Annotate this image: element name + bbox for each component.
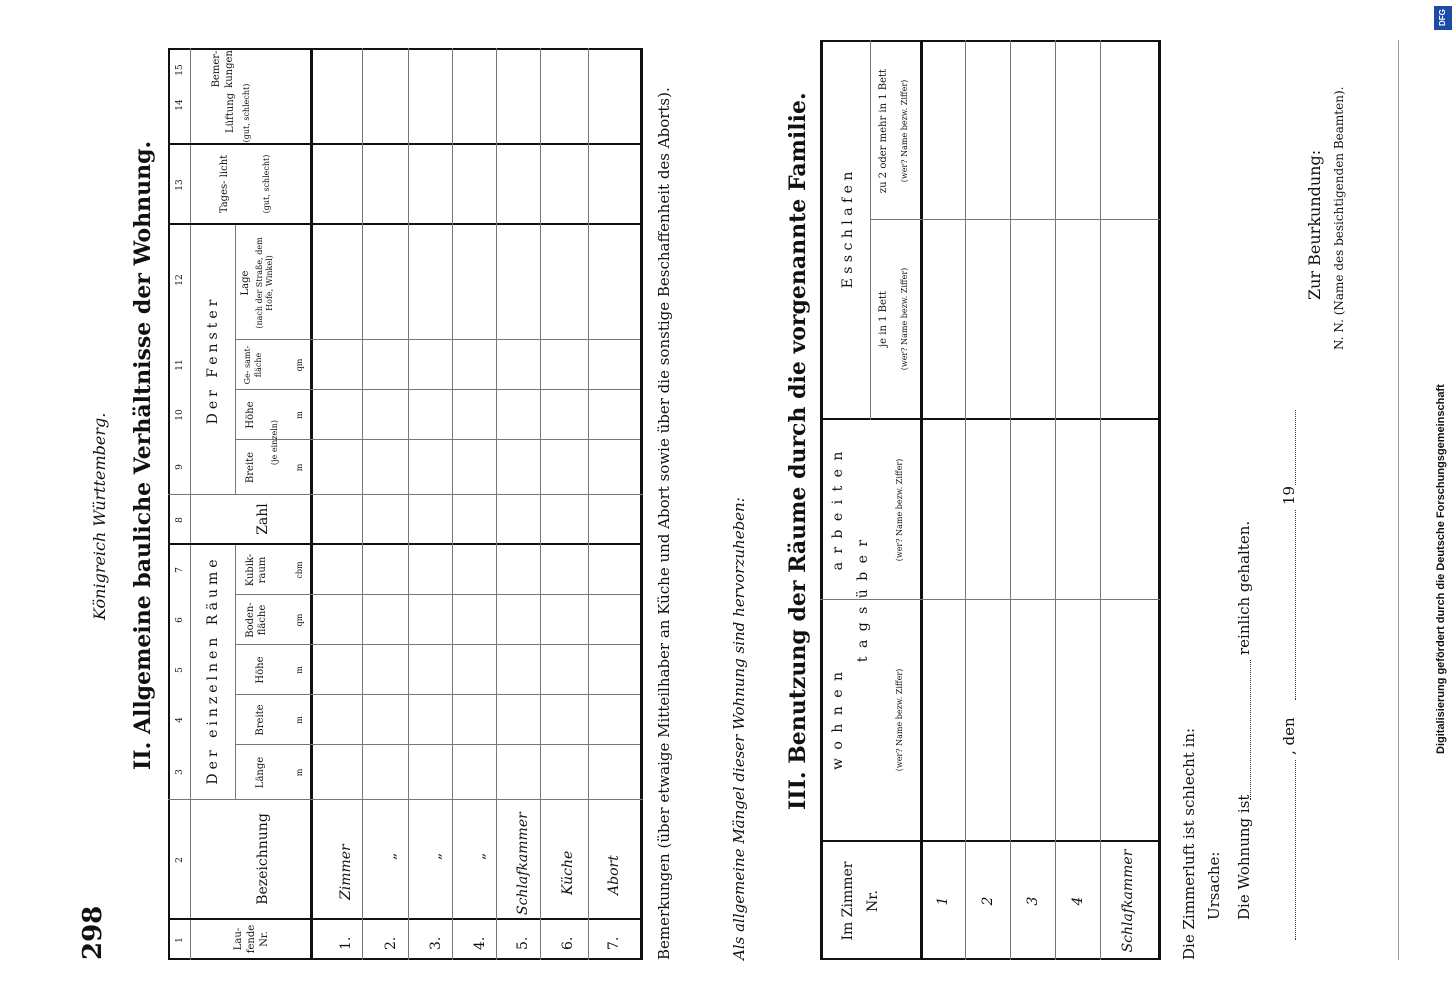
row-nr: 7. [606,936,622,950]
col-number: 11 [175,359,185,371]
header-kubikraum: Kubik- raum [245,553,268,587]
row-nr: 2. [383,936,399,950]
col-number: 7 [175,567,185,573]
header-es-schlafen: E s s c h l a f e n [840,171,856,289]
header-lage-note: (nach der Straße, dem Hofe, Winkel) [255,237,274,329]
row-zimmer: 1 [935,896,951,906]
col-number: 9 [175,464,185,470]
year-19: 19 [1280,485,1298,505]
wohnung-ist: Die Wohnung ist [1235,794,1253,920]
zimmerluft: Die Zimmerluft ist schlecht in: [1180,727,1198,960]
unit-laenge: m [295,768,304,777]
row-name: „ [472,852,488,860]
col-number: 2 [175,857,185,863]
header-bodenflaeche: Boden- fläche [245,602,268,638]
row-nr: 4. [472,936,488,950]
header-nr: Nr. [865,890,881,912]
header-laufende: Lau- fende Nr. [233,924,270,954]
row-nr: 6. [560,936,576,950]
header-im-zimmer: Im Zimmer [840,861,856,941]
unit-hoehe: m [295,666,304,674]
header-wer: (wer? Name bezw. Ziffer) [900,79,909,183]
row-name: Zimmer [338,844,354,900]
header-gesamtflaeche: Ge- samt- fläche [243,345,263,385]
row-nr: 3. [428,936,444,950]
row-nr: 1. [338,936,354,950]
unit-f-breite: m [295,463,304,472]
group-raeume: Der einzelnen Räume [205,555,221,785]
row-name: „ [428,852,444,860]
col-number: 3 [175,769,185,775]
header-lueftung: Lüftung [225,92,236,134]
dfg-text: Digitalisierung gefördert durch die Deutsche Forschungsgemeinschaft [1435,384,1447,754]
dfg-logo: DFG [1434,6,1452,30]
ursache: Ursache: [1205,851,1223,920]
bemerkungen-line: Bemerkungen (über etwaige Mitteilhaber an Küche und Abort sowie über die sonstige Beschaffenheit des Aborts). [655,87,673,960]
unit-f-hoehe: m [295,411,304,419]
row-name: „ [383,852,399,860]
unit-gesamt: qm [295,358,304,372]
row-name: Abort [606,855,622,895]
row-name: Küche [560,850,576,895]
header-hoehe: Höhe [255,656,266,684]
header-bemerkungen: Bemer- kungen [211,50,235,88]
col-number: 14 [175,99,185,111]
unit-breite: m [295,716,304,724]
header-lage: Lage [240,270,251,296]
page-number: 298 [78,905,108,960]
reinlich: reinlich gehalten. [1235,520,1253,655]
header-f-hoehe: Höhe [245,401,256,429]
header-tageslicht: Tages- licht [219,154,230,214]
maengel-line: Als allgemeine Mängel dieser Wohnung sind hervorzuheben: [730,497,748,960]
col-number: 6 [175,617,185,623]
section3-title: III. Benutzung der Räume durch die vorgenannte Familie. [785,92,811,810]
header-wer: (wer? Name bezw. Ziffer) [900,267,909,371]
header-je-einzeln: (je einzeln) [270,419,279,466]
beamter-signature: N. N. (Name des besichtigenden Beamten). [1332,86,1346,350]
header-tageslicht-note: (gut, schlecht) [262,154,271,214]
col-number: 13 [175,179,185,191]
row-zimmer: 2 [980,896,996,906]
row-name: Schlafkammer [515,812,531,915]
row-zimmer: 4 [1070,896,1086,906]
zur-beurkundung: Zur Beurkundung: [1305,149,1324,300]
header-lueftung-note: (gut, schlecht) [242,83,251,143]
header-tagsueber: t a g s ü b e r [855,537,871,663]
row-zimmer: Schlafkammer [1120,849,1136,953]
group-fenster: Der Fenster [205,295,221,425]
header-wer: (wer? Name bezw. Ziffer) [895,668,904,772]
header-wer: (wer? Name bezw. Ziffer) [895,458,904,562]
header-bezeichnung: Bezeichnung [255,813,271,905]
header-laenge: Länge [255,756,266,789]
col-number: 1 [175,937,185,943]
header-zu-2: zu 2 oder mehr in 1 Bett [878,68,889,194]
header-f-breite: Breite [245,451,256,484]
header-zahl: Zahl [255,503,271,535]
section2-title: II. Allgemeine bauliche Verhältnisse der Wohnung. [130,140,156,770]
col-number: 12 [175,274,185,286]
col-number: 5 [175,667,185,673]
header-je-1-bett: je in 1 Bett [878,291,889,347]
header-breite: Breite [255,704,266,736]
side-note [1432,0,1455,1000]
col-number: 15 [175,64,185,76]
row-nr: 5. [515,936,531,950]
running-head: Königreich Württemberg. [90,412,109,620]
col-number: 8 [175,517,185,523]
den: , den [1280,717,1298,755]
unit-boden: qm [295,613,304,627]
row-zimmer: 3 [1025,896,1041,906]
header-arbeiten: a r b e i t e n [830,449,846,571]
col-number: 10 [175,409,185,421]
col-number: 4 [175,717,185,723]
header-wohnen: w o h n e n [830,670,846,770]
unit-kubik: cbm [295,561,304,579]
